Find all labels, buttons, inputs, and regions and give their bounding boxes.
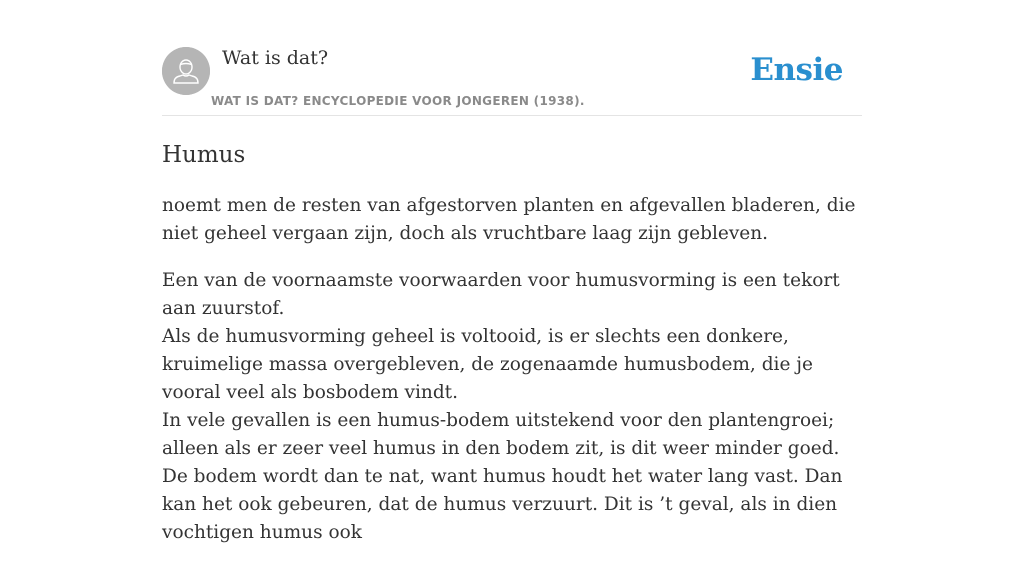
entry-body — [162, 192, 862, 566]
source-title[interactable]: Wat is dat? — [222, 47, 329, 69]
source-header — [162, 0, 862, 116]
entry-paragraph: noemt men de resten van afgestorven planten en afgevallen bladeren, die niet geheel vergaan zijn, doch als vruchtbare laag zijn gebleven. — [162, 195, 856, 244]
content-column — [162, 0, 862, 543]
entry-title: Humus — [162, 142, 246, 168]
entry-paragraph-line: Een van de voornaamste voorwaarden voor humusvorming is een tekort aan zuurstof. — [162, 270, 840, 319]
source-subtitle[interactable]: WAT IS DAT? ENCYCLOPEDIE VOOR JONGEREN (1938). — [211, 94, 585, 108]
entry-paragraph-line: In vele gevallen is een humus-bodem uitstekend voor den plantengroei; alleen als er zeer veel humus in den bodem zit, is dit weer minder goed. De bodem wordt dan te nat, want humus houdt het water lang vast. Dan kan het ook gebeuren, dat de humus verzuurt. Dit is ’t geval, als in dien vochtigen humus ook — [162, 410, 843, 543]
entry-paragraph — [162, 267, 862, 547]
user-silhouette-icon[interactable] — [162, 47, 210, 95]
ensie-logo[interactable]: Ensie — [750, 52, 843, 88]
entry-paragraph-line: Als de humusvorming geheel is voltooid, is er slechts een donkere, kruimelige massa overgebleven, de zogenaamde humusbodem, die je vooral veel als bosbodem vindt. — [162, 326, 813, 403]
